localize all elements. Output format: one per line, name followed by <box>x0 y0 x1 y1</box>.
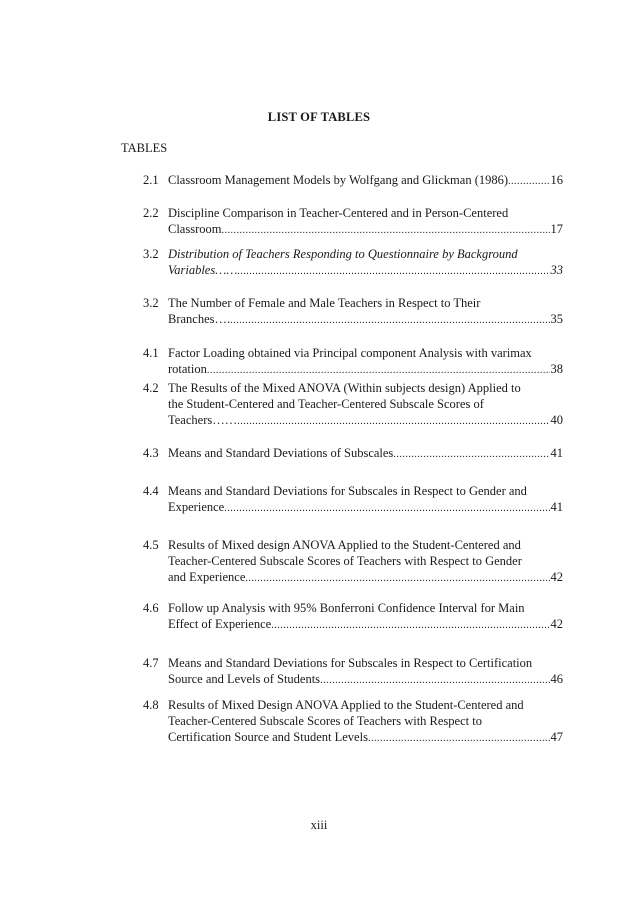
page-reference: 42 <box>550 617 563 631</box>
dot-leader <box>237 414 549 430</box>
table-caption <box>168 600 563 634</box>
caption-last-line <box>168 671 563 689</box>
table-number: 4.3 <box>143 446 159 460</box>
dot-leader <box>207 363 550 379</box>
table-list-item <box>143 205 563 239</box>
caption-last-line <box>168 616 563 634</box>
caption-line: Follow up Analysis with 95% Bonferroni Confidence Interval for Main <box>168 601 525 615</box>
caption-last-line <box>168 311 563 329</box>
caption-line: Results of Mixed design ANOVA Applied to the Student-Centered and <box>168 538 521 552</box>
page-reference: 41 <box>550 500 563 514</box>
table-number: 4.2 <box>143 381 159 395</box>
table-caption <box>168 697 563 747</box>
page-reference: 40 <box>550 413 563 427</box>
table-list-item <box>143 600 563 634</box>
caption-line: Experience <box>168 500 225 514</box>
table-list-item <box>143 483 563 517</box>
table-caption <box>168 345 563 379</box>
table-number: 4.1 <box>143 346 159 360</box>
caption-last-line <box>168 221 563 239</box>
caption-line: the Student-Centered and Teacher-Centered Subscale Scores of <box>168 397 484 411</box>
table-list-item <box>143 295 563 329</box>
caption-last-line <box>168 412 563 430</box>
dot-leader <box>368 731 550 747</box>
table-caption <box>168 246 563 280</box>
caption-line: Factor Loading obtained via Principal component Analysis with varimax <box>168 346 532 360</box>
table-caption <box>168 537 563 587</box>
dot-leader <box>237 264 549 280</box>
table-number: 4.4 <box>143 484 159 498</box>
caption-line: Means and Standard Deviations for Subscales in Respect to Certification <box>168 656 533 670</box>
dot-leader <box>224 501 549 517</box>
caption-line: Means and Standard Deviations of Subscales <box>168 446 394 460</box>
caption-line: Classroom Management Models by Wolfgang and Glickman (1986) <box>168 173 509 187</box>
table-number: 2.1 <box>143 173 159 187</box>
page-title: LIST OF TABLES <box>267 110 371 124</box>
page-number: xiii <box>310 818 328 832</box>
dot-leader <box>230 313 549 329</box>
caption-line: Branches…. <box>168 312 231 326</box>
caption-last-line <box>168 729 563 747</box>
page-reference: 38 <box>550 362 563 376</box>
caption-last-line <box>168 262 563 280</box>
section-label: TABLES <box>121 141 168 155</box>
dot-leader <box>393 447 549 463</box>
table-list-item <box>143 445 563 463</box>
caption-line: Certification Source and Student Levels <box>168 730 368 744</box>
dot-leader <box>221 223 549 239</box>
caption-line: Teachers…… <box>168 413 238 427</box>
table-number: 4.5 <box>143 538 159 552</box>
caption-line: Teacher-Centered Subscale Scores of Teachers with Respect to <box>168 714 482 728</box>
page-reference: 17 <box>550 222 563 236</box>
caption-line: Classroom <box>168 222 222 236</box>
table-list-item <box>143 697 563 747</box>
table-number: 4.6 <box>143 601 159 615</box>
caption-line: Discipline Comparison in Teacher-Centered and in Person-Centered <box>168 206 509 220</box>
caption-line: Source and Levels of Students <box>168 672 321 686</box>
caption-line: Distribution of Teachers Responding to Questionnaire by Background <box>168 247 518 261</box>
caption-last-line <box>168 499 563 517</box>
table-list-item <box>143 246 563 280</box>
table-number: 3.2 <box>143 247 159 261</box>
caption-line: and Experience <box>168 570 246 584</box>
page-reference: 16 <box>550 173 563 187</box>
table-list-item <box>143 172 563 190</box>
table-caption <box>168 295 563 329</box>
table-number: 4.8 <box>143 698 159 712</box>
caption-line: The Number of Female and Male Teachers in Respect to Their <box>168 296 481 310</box>
table-caption <box>168 445 563 463</box>
table-number: 2.2 <box>143 206 159 220</box>
caption-last-line <box>168 172 563 190</box>
dot-leader <box>271 618 549 634</box>
caption-line: Effect of Experience <box>168 617 272 631</box>
table-list-item <box>143 537 563 587</box>
caption-line: rotation <box>168 362 207 376</box>
page-reference: 35 <box>550 312 563 326</box>
table-caption <box>168 380 563 430</box>
caption-line: The Results of the Mixed ANOVA (Within subjects design) Applied to <box>168 381 521 395</box>
page-reference: 42 <box>550 570 563 584</box>
page-reference: 46 <box>550 672 563 686</box>
caption-last-line <box>168 569 563 587</box>
caption-line: Variables…… <box>168 263 238 277</box>
dot-leader <box>508 174 549 190</box>
table-list-item <box>143 380 563 430</box>
page-reference: 41 <box>550 446 563 460</box>
page-reference: 33 <box>550 263 563 277</box>
caption-last-line <box>168 361 563 379</box>
page-reference: 47 <box>550 730 563 744</box>
table-number: 3.2 <box>143 296 159 310</box>
caption-line: Results of Mixed Design ANOVA Applied to the Student-Centered and <box>168 698 524 712</box>
table-caption <box>168 483 563 517</box>
table-caption <box>168 172 563 190</box>
table-caption <box>168 205 563 239</box>
caption-line: Teacher-Centered Subscale Scores of Teachers with Respect to Gender <box>168 554 522 568</box>
table-list-item <box>143 345 563 379</box>
caption-last-line <box>168 445 563 463</box>
table-list-item <box>143 655 563 689</box>
table-number: 4.7 <box>143 656 159 670</box>
table-caption <box>168 655 563 689</box>
caption-line: Means and Standard Deviations for Subscales in Respect to Gender and <box>168 484 527 498</box>
dot-leader <box>245 571 549 587</box>
dot-leader <box>320 673 549 689</box>
